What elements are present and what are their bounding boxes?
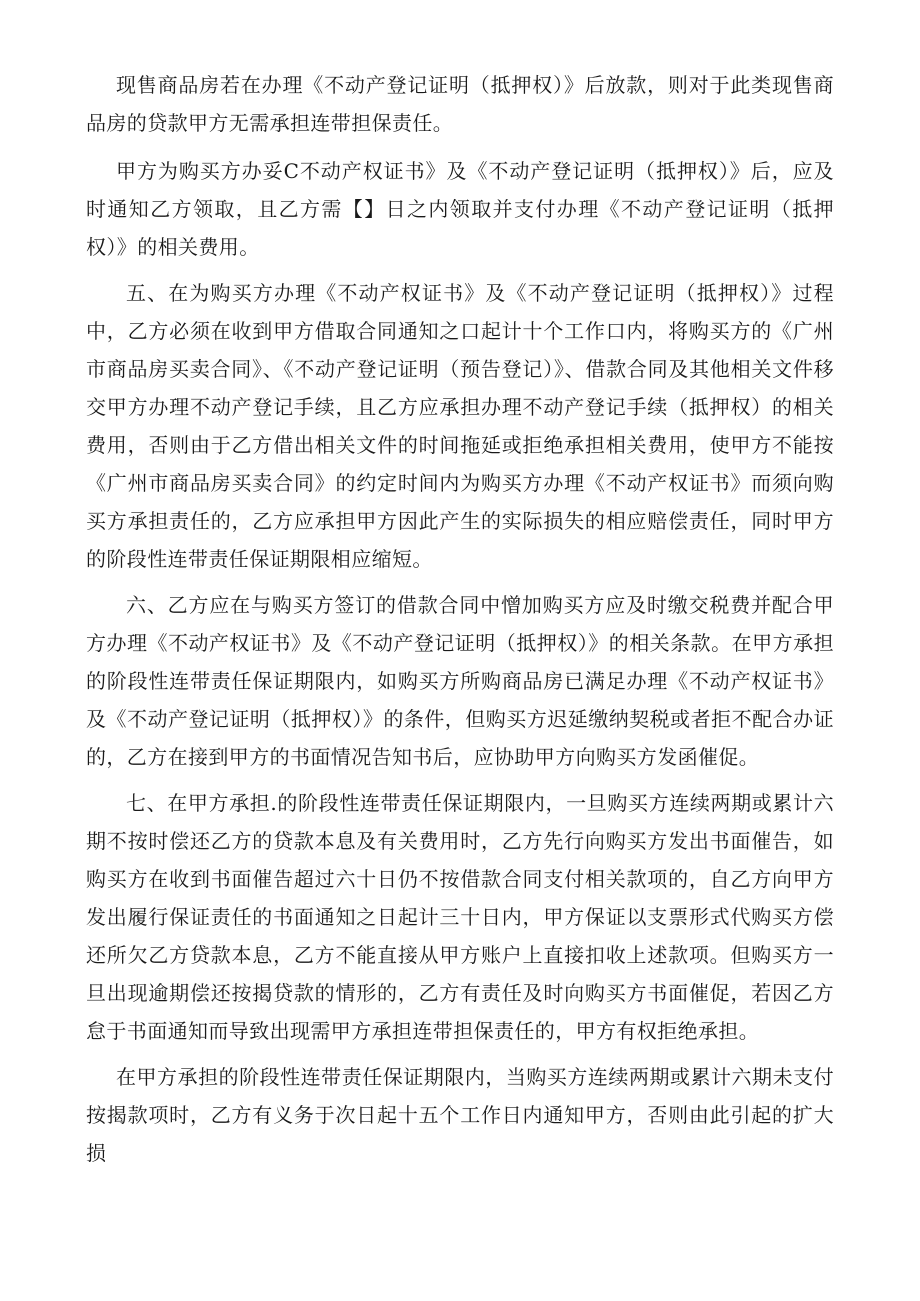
paragraph-default-notice: 在甲方承担的阶段性连带责任保证期限内，当购买方连续两期或累计六期未支付按揭款项时，乙方有义务于次日起十五个工作日内通知甲方，否则由此引起的扩大损: [86, 1065, 834, 1165]
paragraph-clause-seven: 七、在甲方承担.的阶段性连带责任保证期限内，一旦购买方连续两期或累计六期不按时偿还乙方的贷款本息及有关费用时，乙方先行向购买方发出书面催告，如购买方在收到书面催告超过六十日仍不按借款合同支付相关款项的，自乙方向甲方发出履行保证责任的书面通知之日起计三十日内，甲方保证以支票形式代购买方偿还所欠乙方贷款本息，乙方不能直接从甲方账户上直接扣收上述款项。但购买方一旦出现逾期偿还按揭贷款的情形的，乙方有责任及时向购买方书面催促，若因乙方怠于书面通知而导致出现需甲方承担连带担保责任的，甲方有权拒绝承担。: [86, 791, 834, 1043]
paragraph-notify-pickup: 甲方为购买方办妥C不动产权证书》及《不动产登记证明（抵押权）》后，应及时通知乙方领取，且乙方需【】日之内领取并支付办理《不动产登记证明（抵押权）》的相关费用。: [86, 159, 834, 259]
paragraph-clause-five: 五、在为购买方办理《不动产权证书》及《不动产登记证明（抵押权）》过程中，乙方必须在收到甲方借取合同通知之口起计十个工作口内，将购买方的《广州市商品房买卖合同》、《不动产登记证明（预告登记）》、借款合同及其他相关文件移交甲方办理不动产登记手续，且乙方应承担办理不动产登记手续（抵押权）的相关费用，否则由于乙方借出相关文件的时间拖延或拒绝承担相关费用，使甲方不能按《广州市商品房买卖合同》的约定时间内为购买方办理《不动产权证书》而须向购买方承担责任的，乙方应承担甲方因此产生的实际损失的相应赔偿责任，同时甲方的阶段性连带责任保证期限相应缩短。: [86, 281, 834, 571]
paragraph-clause-six: 六、乙方应在与购买方签订的借款合同中憎加购买方应及时缴交税费并配合甲方办理《不动产权证书》及《不动产登记证明（抵押权）》的相关条款。在甲方承担的阶段性连带责任保证期限内，如购买方所购商品房已满足办理《不动产权证书》及《不动产登记证明（抵押权）》的条件，但购买方迟延缴纳契税或者拒不配合办证的，乙方在接到甲方的书面情况告知书后，应协助甲方向购买方发函催促。: [86, 593, 834, 769]
document-body: [86, 66, 834, 1172]
paragraph-presale-loan: 现售商品房若在办理《不动产登记证明（抵押权）》后放款，则对于此类现售商品房的贷款甲方无需承担连带担保责任。: [86, 73, 834, 135]
